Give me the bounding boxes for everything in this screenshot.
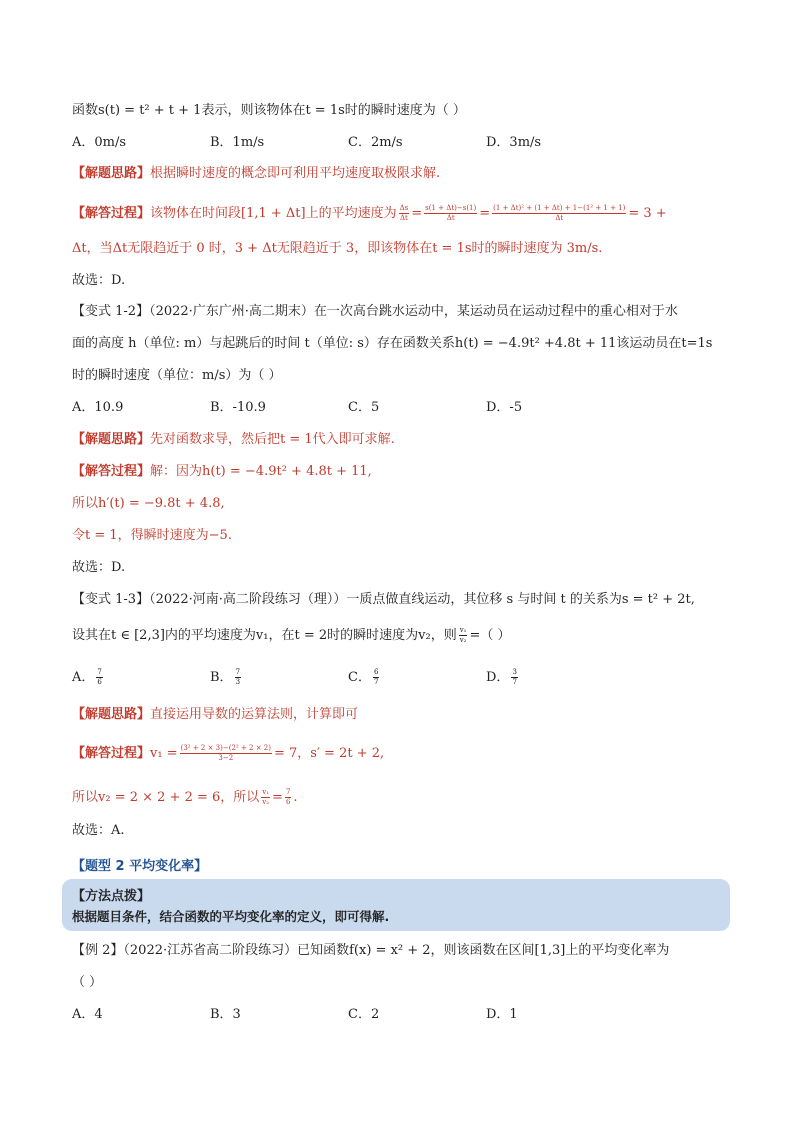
q3-option-c-den: 7	[373, 678, 379, 686]
q1-process-line1: 【解答过程】该物体在时间段[1,1 + Δt]上的平均速度为 $\frac{\Delta s}{\Delta t}$ = $\frac{s(1 + \Delta t)-s(1)}{\Delta t}$ = $\frac{\text{(1 + Δt)² + (1 + Δt) + 1−(1² + 1 + 1)}}{\Delta t}$ = 3 +	[72, 204, 667, 222]
method-body: 根据题目条件，结合函数的平均变化率的定义，即可得解.	[72, 909, 390, 924]
q1-frac3-den: Δt	[555, 214, 564, 222]
q2-answer: 故选：D.	[72, 560, 126, 575]
q2-stem-line2: 面的高度 h（单位: m）与起跳后的时间 t（单位: s）存在函数关系h(t) = −4.9t² +4.8t + 11该运动员在t=1s	[72, 336, 713, 351]
q3-option-c	[348, 668, 381, 687]
q1-answer: 故选：D.	[72, 273, 126, 288]
q2-process-label: 【解答过程】	[72, 464, 151, 479]
q1-thought	[72, 165, 440, 183]
q3-option-d-den: 7	[512, 678, 517, 686]
q3-thought-label: 【解题思路】	[72, 707, 151, 722]
q3-process-eq: =	[272, 790, 283, 805]
q3-option-c-frac	[373, 668, 379, 687]
q1-frac3-num: (1 + Δt)² + (1 + Δt) + 1−(1² + 1 + 1)	[493, 204, 626, 212]
section-title: 【题型 2 平均变化率】	[72, 859, 208, 874]
q3-ratio-frac-den: v₂	[262, 798, 270, 806]
q3-result-frac-den: 6	[285, 798, 291, 806]
q3-option-a	[72, 668, 105, 687]
q3-ratio-frac	[261, 788, 270, 807]
q3-option-a-frac	[96, 668, 102, 687]
q3-option-d-frac	[511, 668, 517, 687]
q1-process-tail: = 3 +	[628, 206, 667, 221]
q1-thought-text: 根据瞬时速度的概念即可利用平均速度取极限求解.	[150, 166, 441, 181]
q2-process-line1	[72, 463, 372, 481]
q3-ratio-frac-num: v₁	[262, 788, 270, 796]
q3-result-frac-num: 7	[285, 788, 291, 796]
q3-option-d	[486, 668, 520, 687]
q3-stem-frac-num: v₁	[459, 626, 467, 634]
q3-option-b-frac	[235, 668, 241, 687]
q2-process-text: 解：因为h(t) = −4.9t² + 4.8t + 11,	[150, 464, 372, 479]
q3-option-b	[210, 668, 243, 687]
method-title: 【方法点拨】	[72, 889, 151, 904]
q3-option-d-prefix: D．	[486, 670, 510, 685]
q4-option-a: A．4	[72, 1007, 103, 1022]
q3-stem-frac	[459, 626, 468, 645]
q1-process-text: 该物体在时间段[1,1 + Δt]上的平均速度为	[150, 206, 397, 221]
q3-option-d-num: 3	[512, 668, 517, 676]
q3-result-frac	[285, 788, 291, 807]
q3-option-a-prefix: A．	[72, 670, 95, 685]
q2-thought-label: 【解题思路】	[72, 432, 151, 447]
q3-process-frac	[180, 744, 272, 763]
q3-option-b-prefix: B．	[210, 670, 233, 685]
q3-process-frac-den: 3−2	[218, 754, 234, 762]
q3-option-c-num: 6	[373, 668, 379, 676]
q3-process-line2	[72, 788, 298, 807]
q1-frac1-den: Δt	[400, 214, 408, 222]
q3-thought-text: 直接运用导数的运算法则，计算即可	[150, 707, 359, 722]
q1-option-a: A．0m/s	[72, 135, 127, 150]
q3-answer: 故选：A.	[72, 823, 125, 838]
q2-option-a: A．10.9	[72, 400, 124, 415]
q3-thought	[72, 706, 358, 724]
q1-frac-expand	[492, 204, 626, 223]
q3-stem-tail: =（ ）	[469, 628, 511, 643]
q3-option-a-num: 7	[97, 668, 102, 676]
q3-process-line1	[72, 744, 384, 763]
q1-frac-ds-dt	[399, 204, 410, 223]
q2-process-line3: 令t = 1，得瞬时速度为−5.	[72, 528, 232, 543]
q3-option-b-den: 3	[235, 678, 241, 686]
q3-process-line2-text: 所以v₂ = 2 × 2 + 2 = 6，所以	[72, 790, 260, 805]
q1-frac-s	[424, 204, 477, 223]
q2-option-d: D．-5	[486, 400, 523, 415]
q4-option-b: B．3	[210, 1007, 241, 1022]
q4-stem-line2: （ ）	[72, 975, 103, 990]
q4-stem-line1: 【例 2】（2022·江苏省高二阶段练习）已知函数f(x) = x² + 2，则该函数在区间[1,3]上的平均变化率为	[72, 943, 670, 958]
q1-thought-label: 【解题思路】	[72, 166, 151, 181]
q3-option-b-num: 7	[235, 668, 241, 676]
q2-thought	[72, 431, 395, 449]
q2-stem-line1: 【变式 1-2】（2022·广东广州·高二期末）在一次高台跳水运动中，某运动员在运动过程中的重心相对于水	[72, 304, 678, 319]
q2-option-c: C．5	[348, 400, 380, 415]
q3-process-v1: v₁ =	[150, 746, 178, 761]
q1-process-line2: Δt，当Δt无限趋近于 0 时，3 + Δt无限趋近于 3，即该物体在t = 1s时的瞬时速度为 3m/s.	[72, 241, 603, 256]
q3-process-frac-num: (3² + 2 × 3)−(2² + 2 × 2)	[180, 744, 271, 752]
q3-stem-line1: 【变式 1-3】（2022·河南·高二阶段练习（理））一质点做直线运动，其位移 s 与时间 t 的关系为s = t² + 2t,	[72, 592, 695, 607]
q2-process-line2: 所以h′(t) = −9.8t + 4.8,	[72, 496, 225, 511]
q2-thought-text: 先对函数求导，然后把t = 1代入即可求解.	[150, 432, 395, 447]
q3-process-tail: = 7，s′ = 2t + 2,	[274, 746, 385, 761]
q4-option-d: D．1	[486, 1007, 518, 1022]
q2-option-b: B．-10.9	[210, 400, 266, 415]
q3-stem-frac-den: v₂	[459, 636, 467, 644]
q1-option-c: C．2m/s	[348, 135, 403, 150]
q1-frac1-num: Δs	[399, 204, 409, 212]
q1-stem: 函数s(t) = t² + t + 1表示，则该物体在t = 1s时的瞬时速度为（ ）	[72, 103, 466, 118]
q3-stem-line2	[72, 626, 511, 645]
q3-process-label: 【解答过程】	[72, 746, 151, 761]
q1-option-b: B．1m/s	[210, 135, 265, 150]
q3-stem-text: 设其在t ∈ [2,3]内的平均速度为v₁，在t = 2时的瞬时速度为v₂，则	[72, 628, 457, 643]
q2-stem-line3: 时的瞬时速度（单位：m/s）为（ ）	[72, 368, 282, 383]
q3-option-a-den: 6	[97, 678, 102, 686]
q1-process-label: 【解答过程】	[72, 206, 151, 221]
q1-option-d: D．3m/s	[486, 135, 542, 150]
q3-option-c-prefix: C．	[348, 670, 371, 685]
q1-frac2-num: s(1 + Δt)−s(1)	[425, 204, 477, 212]
q4-option-c: C．2	[348, 1007, 380, 1022]
q3-process-period: .	[293, 790, 298, 805]
q1-frac2-den: Δt	[446, 214, 455, 222]
method-box	[62, 879, 730, 931]
